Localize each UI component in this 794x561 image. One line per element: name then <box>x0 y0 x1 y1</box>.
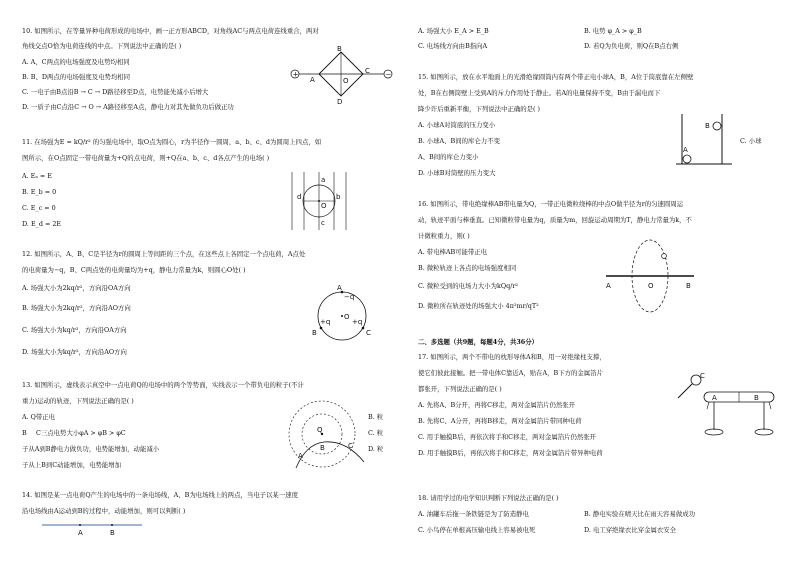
q16-option-d: D. 微粒所在轨迹处的场强大小 4π²mr/qT² <box>418 302 539 310</box>
q11-option-c: C. E_c = 0 <box>22 204 56 212</box>
q10-option-a: A. A、C两点的电场强度及电势均相同 <box>22 58 130 66</box>
q10-minus-sign: − <box>385 70 392 79</box>
q12-point-b <box>320 327 323 330</box>
q16-label-b: B <box>686 282 691 290</box>
q12-option-d: D. 场强大小为kq/r²，方向沿AO方向 <box>22 348 127 356</box>
q10-label-b: B <box>337 45 342 53</box>
q12-charge-a: −q <box>344 293 355 301</box>
q11-label-a: a <box>321 176 326 184</box>
q13-trajectory <box>296 442 364 468</box>
section-multiple-choice-heading: 二、多选题（共9题，每题4分，共36分） <box>418 338 539 346</box>
q17-option-d: D. 用手触摸B后，再依次将手和C移走，两对金属箔片带异种电荷 <box>418 449 603 457</box>
q12-point-c <box>362 327 365 330</box>
q16-label-o: O <box>648 282 654 290</box>
q14-point-a <box>79 524 81 526</box>
q11-label-o: O <box>321 202 327 210</box>
q18-option-d: D. 电工穿绝缘衣比穿金属衣安全 <box>584 526 677 534</box>
q14-stem-1: 14. 如图是某一点电荷Q产生的电场中的一条电场线，A、B为电场线上的两点，当电子以某一速度 <box>22 491 298 499</box>
q17-option-b: B. 先将C、A分开，再将B移走，两对金属箔片带同种电荷 <box>418 417 582 425</box>
q15-option-d: D. 小球B对筒壁的压力变大 <box>418 169 496 177</box>
q15-stem-1: 15. 如图所示，放在水平地面上的光滑绝缘圆筒内有两个带正电小球A，B，A位于筒底靠在左侧壁 <box>418 73 694 81</box>
q11-label-c: c <box>321 219 325 227</box>
q10-label-o: O <box>343 77 349 85</box>
q13-stem-2: 重力)运动的轨迹，下列说法正确的是( ) <box>22 397 134 405</box>
q12-option-b: B. 场强大小为2kq/r²，方向沿AO方向 <box>22 304 131 312</box>
q16-label-a: A <box>606 282 611 290</box>
q11-stem-1: 11. 在场强为E = kQ/r² 的匀强电场中，取O点为圆心，r为半径作一圆周，a、b、c、d为圆周上四点，如 <box>22 138 322 146</box>
q18-option-b: B. 静电实验在晴天比在雨天容易做成功 <box>584 510 696 518</box>
q14-option-a: A. 场强大小 E_A > E_B <box>418 27 489 35</box>
q13-label-c: C <box>348 442 353 450</box>
q18-option-c: C. 小鸟停在单根高压输电线上容易被电死 <box>418 526 536 534</box>
q15-figure <box>676 112 736 170</box>
q17-insulated-handle <box>678 384 692 398</box>
q12-label-c: C <box>366 329 371 337</box>
q17-label-a: A <box>712 394 717 402</box>
q14-point-b <box>111 524 113 526</box>
q13-option-c-head: C. 粒 <box>368 429 384 437</box>
q15-ball-b <box>713 122 721 130</box>
q13-option-d-head: D. 粒 <box>368 445 384 453</box>
q16-figure <box>606 234 696 318</box>
q16-option-b: B. 微粒轨迹上各点的电场强度相同 <box>418 264 517 272</box>
q10-option-c: C. 一电子由B点沿B → C → D路径移至D点，电势能先减小后增大 <box>22 88 209 96</box>
q17-foil-b <box>769 402 771 409</box>
q15-option-b: B. 小球A、B间的库仑力不变 <box>418 137 500 145</box>
q12-label-o: O <box>344 313 350 321</box>
q11-option-a: A. Eₐ = E <box>22 172 52 180</box>
q15-ball-a <box>683 155 691 163</box>
q13-figure <box>284 404 366 470</box>
q10-plus-sign: + <box>292 70 299 79</box>
q12-option-a: A. 场强大小为2kq/r²，方向沿OA方向 <box>22 284 131 292</box>
q13-label-a: A <box>298 452 303 460</box>
q17-label-b: B <box>754 394 759 402</box>
q17-option-a: A. 先将A、B分开，再将C移走，两对金属箔片仍然张开 <box>418 401 576 409</box>
q17-stem-1: 17. 如图所示，两个不带电的枕形导体A和B，用一对绝缘柱支撑， <box>418 353 606 361</box>
q16-stem-2: 动，轨迹平面与棒垂直。已知微粒带电量为q，质量为m，回旋运动周期为T，静电力常量为k，不 <box>418 216 692 224</box>
q11-center-charge <box>318 200 320 202</box>
q13-option-d-body: 子从上B到C动能增加，电势能增加 <box>22 461 122 469</box>
q12-stem-2: 的电荷量为−q，B、C两点处的电荷量均为+q，静电力常量为k，则圆心O处( ) <box>22 266 246 274</box>
q14-option-c: C. 电场线方向由B指向A <box>418 42 488 50</box>
q15-label-a: A <box>683 146 688 154</box>
q17-figure <box>674 372 778 440</box>
q14-label-a: A <box>78 529 83 537</box>
q14-stem-2: 沿电场线由A运动到B的过程中，动能增加，则可以判断( ) <box>22 507 186 515</box>
q10-figure <box>290 46 392 106</box>
q10-stem-1: 10. 如图所示，在等量异种电荷形成的电场中，画一正方形ABCD，对角线AC与两点电荷连线重合，两对 <box>22 27 319 35</box>
q14-option-d: D. 若Q为负电荷，则Q在B点右侧 <box>584 42 679 50</box>
q14-label-b: B <box>110 529 115 537</box>
q13-option-b-prefix: B <box>22 429 27 437</box>
q15-stem-2: 处，B在右侧筒壁上受到A的斥力作用处于静止。若A的电量保持不变，B由于漏电而下 <box>418 89 661 97</box>
q13-label-q: Q <box>317 426 323 434</box>
q13-option-b-head: B. 粒 <box>368 413 384 421</box>
q15-label-b: B <box>705 122 710 130</box>
q18-option-a: A. 油罐车后拖一条铁链是为了防造静电 <box>418 510 529 518</box>
q17-option-c: C. 用手触摸B后，再依次将手和C移走，两对金属箔片仍然张开 <box>418 433 597 441</box>
q16-option-a: A. 带电棒AB可能带正电 <box>418 248 488 256</box>
q13-option-a: A. Q带正电 <box>22 413 56 421</box>
q10-stem-2: 角线交点O恰为电荷连线的中点。下列说法中正确的是( ) <box>22 42 182 50</box>
q13-label-b: B <box>320 444 325 452</box>
q16-stem-1: 16. 如图所示，带电绝缘棒AB带电量为Q，一带正电微粒绕棒的中点O做半径为r的匀速圆周运 <box>418 200 684 208</box>
q11-option-d: D. E_d = 2E <box>22 220 62 228</box>
q16-stem-3: 计微粒重力，则( ) <box>418 232 470 240</box>
q11-figure <box>284 170 354 232</box>
q13-stem-1: 13. 如图所示，虚线表示真空中一点电荷Q的电场中的两个等势面，实线表示一个带负电的粒子(不计 <box>22 381 304 389</box>
q18-stem: 18. 请用学过的电学知识判断下列说法正确的是( ) <box>418 494 559 502</box>
q12-charge-c: +q <box>352 318 363 326</box>
q11-option-b: B. E_b = 0 <box>22 188 57 196</box>
q12-charge-b: +q <box>320 318 331 326</box>
q11-label-d: d <box>297 193 302 201</box>
q10-option-b: B. B、D两点的电场强度及电势均相同 <box>22 73 131 81</box>
q11-stem-2: 图所示，在O点固定一带电荷量为+Q的点电荷，则+Q在a、b、c、d各点产生的电场( ) <box>22 154 270 162</box>
q10-label-c: C <box>365 67 370 75</box>
q15-option-a: A. 小球A对筒底的压力变小 <box>418 121 496 129</box>
q12-figure <box>312 284 372 344</box>
q14-figure <box>42 519 162 537</box>
q12-option-c: C. 场强大小为kq/r²，方向沿OA方向 <box>22 326 127 334</box>
q12-label-b: B <box>312 329 317 337</box>
q13-option-c-body: 子从A到B静电力做负功，电势能增加，动能减小 <box>22 445 160 453</box>
q12-center <box>341 315 343 317</box>
q16-particle <box>662 254 667 259</box>
q17-label-c: C <box>700 372 705 380</box>
q15-option-c-head: C. 小球 <box>740 137 762 145</box>
q10-label-a: A <box>310 76 315 84</box>
q15-stem-3: 降少许后重新平衡，下列说法中正确的是( ) <box>418 105 541 113</box>
q12-stem-1: 12. 如图所示，A、B、C是半径为r的圆周上等间距的三个点，在这些点上各固定一个点电荷，A点处 <box>22 250 306 258</box>
q15-option-c-body: A、B间的库仑力变小 <box>418 153 479 161</box>
q11-label-b: b <box>336 193 341 201</box>
q12-label-a: A <box>337 284 342 292</box>
q10-option-d: D. 一质子由C点沿C → O → A路径移至A点，静电力对其先做负功后做正功 <box>22 103 234 111</box>
q17-foil-a <box>707 402 709 409</box>
q13-option-b-body: C三点电势大小φA > φB > φC <box>36 429 126 437</box>
q14-option-b: B. 电势 φ_A > φ_B <box>584 27 642 35</box>
q10-label-d: D <box>337 98 343 106</box>
q17-stem-3: 都张开，下列说法正确的是( ) <box>418 385 502 393</box>
q16-option-c: C. 微粒受到的电场力大小为kQq/r² <box>418 282 518 290</box>
q17-stem-2: 使它们彼此接触。把一带电体C靠近A，贴在A，B下方的金属箔片 <box>418 369 603 377</box>
